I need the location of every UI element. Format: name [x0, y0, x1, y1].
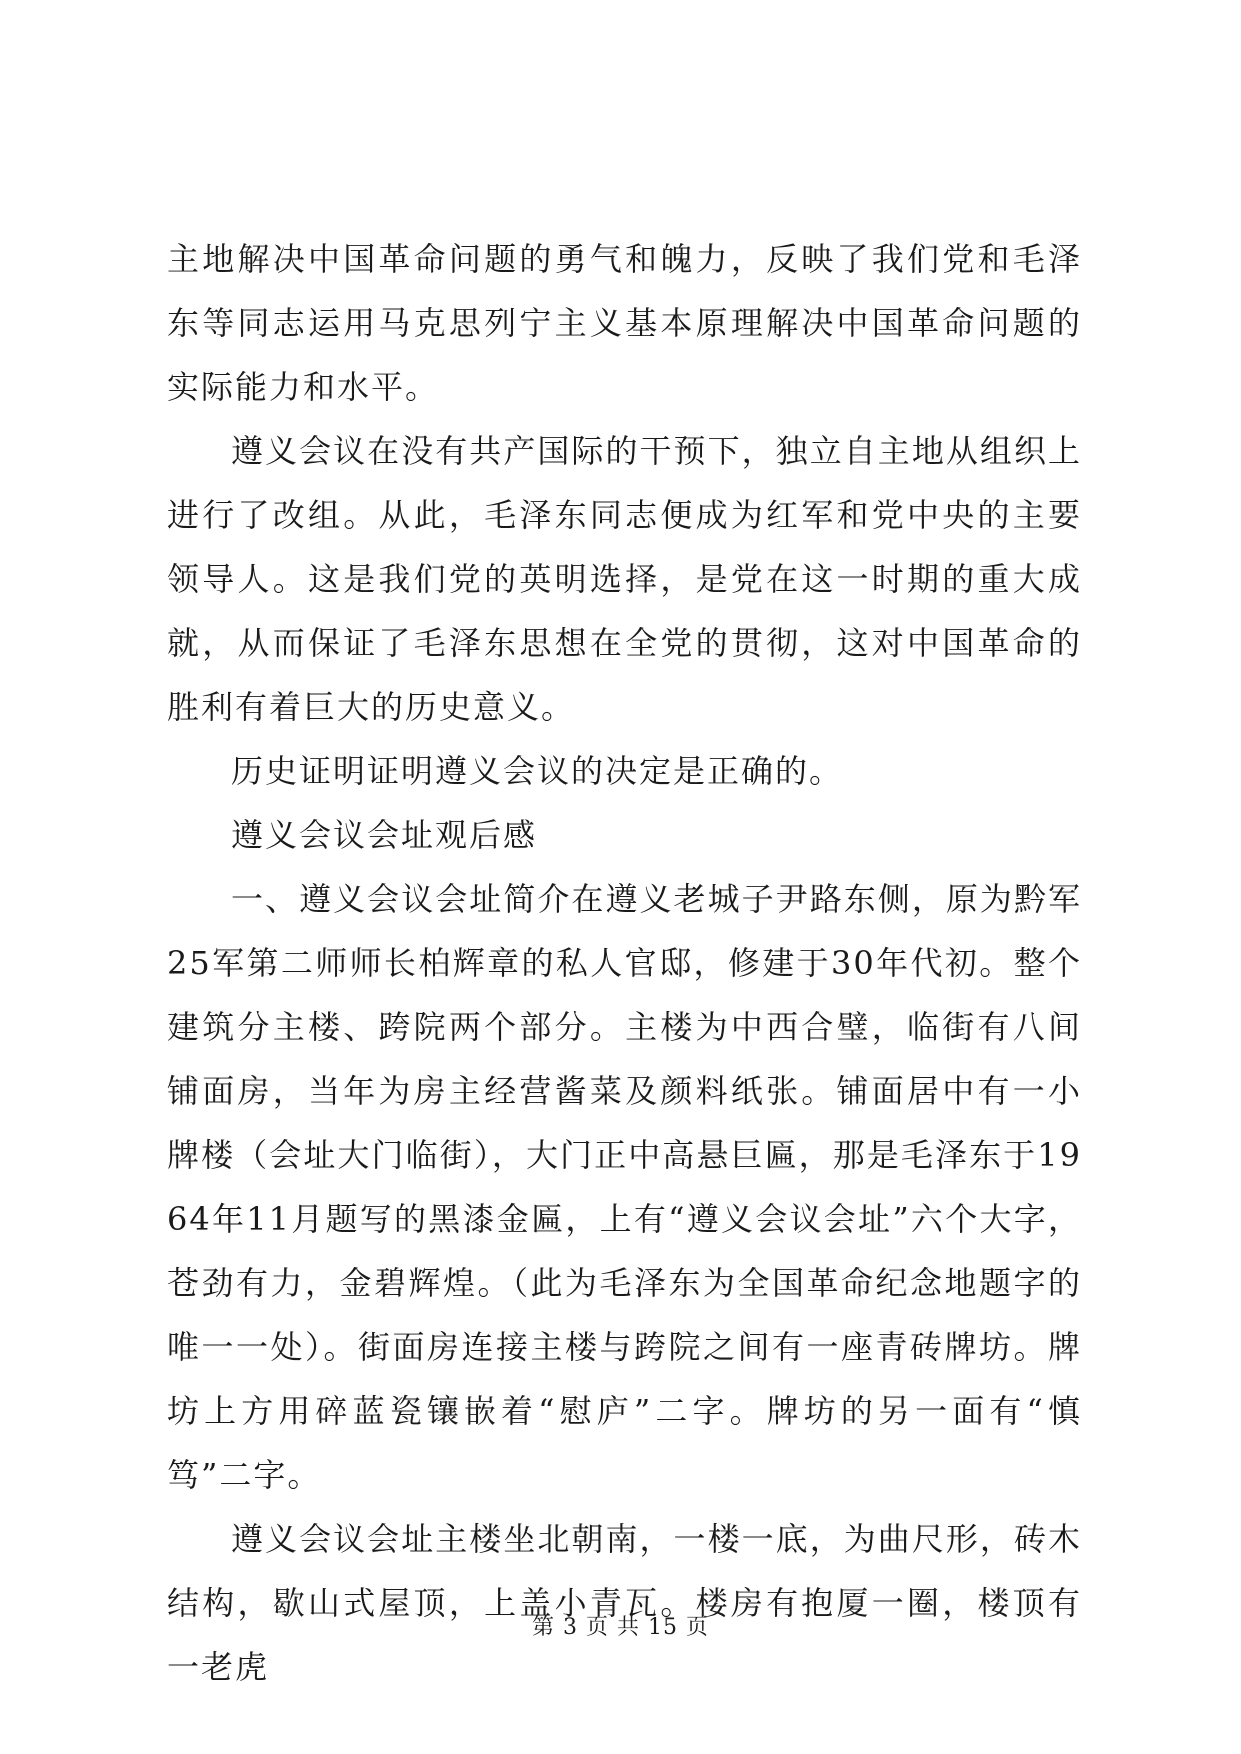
paragraph-continuation: 主地解决中国革命问题的勇气和魄力，反映了我们党和毛泽东等同志运用马克思列宁主义基本原理解决中国革命问题的实际能力和水平。 [167, 240, 1082, 406]
paragraph-reorganization: 遵义会议在没有共产国际的干预下，独立自主地从组织上进行了改组。从此，毛泽东同志便成为红军和党中央的主要领导人。这是我们党的英明选择，是党在这一时期的重大成就，从而保证了毛泽东思想在全党的贯彻，这对中国革命的胜利有着巨大的历史意义。 [167, 432, 1082, 726]
paragraph-conclusion: 历史证明证明遵义会议的决定是正确的。 [231, 752, 844, 790]
section-heading: 遵义会议会址观后感 [231, 816, 538, 854]
paragraph-main-building: 遵义会议会址主楼坐北朝南，一楼一底，为曲尺形，砖木结构，歇山式屋顶，上盖小青瓦。楼房有抱厦一圈，楼顶有一老虎 [167, 1520, 1082, 1686]
page-number-footer: 第 3 页 共 15 页 [532, 1615, 709, 1640]
paragraph-site-intro: 一、遵义会议会址简介在遵义老城子尹路东侧，原为黔军25军第二师师长柏辉章的私人官邸，修建于30年代初。整个建筑分主楼、跨院两个部分。主楼为中西合璧，临街有八间铺面房，当年为房主经营酱菜及颜料纸张。铺面居中有一小牌楼（会址大门临街），大门正中高悬巨匾，那是毛泽东于1964年11月题写的黑漆金匾，上有“遵义会议会址”六个大字，苍劲有力，金碧辉煌。（此为毛泽东为全国革命纪念地题字的唯一一处）。街面房连接主楼与跨院之间有一座青砖牌坊。牌坊上方用碎蓝瓷镶嵌着“慰庐”二字。牌坊的另一面有“慎笃”二字。 [167, 880, 1082, 1494]
document-body [167, 227, 1082, 1699]
